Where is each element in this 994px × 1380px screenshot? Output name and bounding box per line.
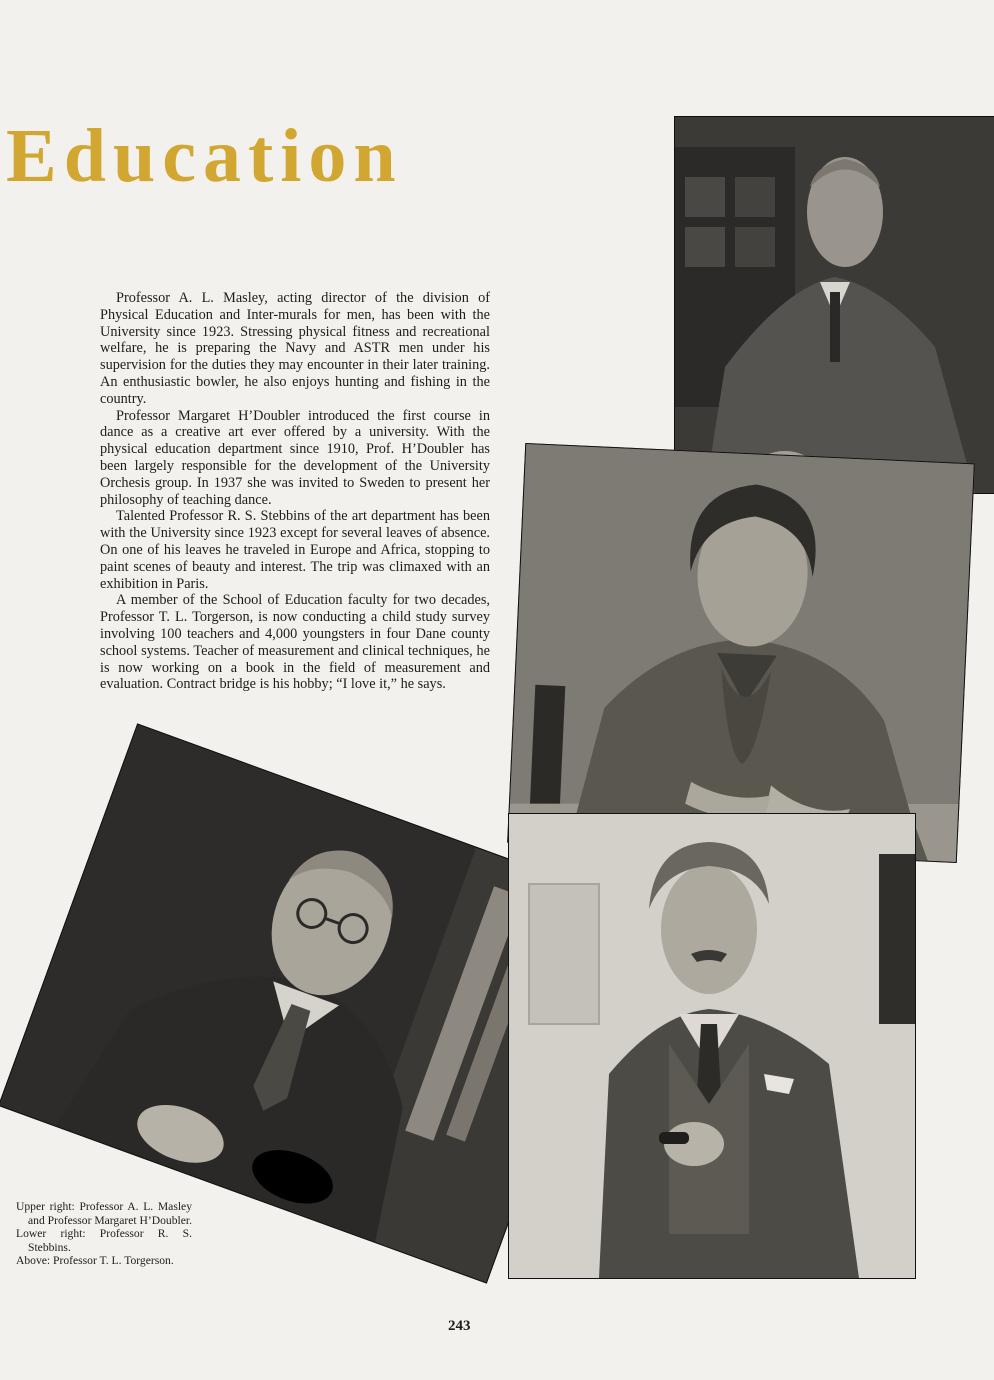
photo-masley [674,116,994,494]
paragraph-stebbins: Talented Professor R. S. Stebbins of the art department has been with the University since 1923 except for several leaves of absence. On one of his leaves he traveled in Europe and Africa, stopping to paint scenes of beauty and interest. The trip was climaxed with an exhibition in Paris. [100,508,490,592]
photo-stebbins-image [509,814,915,1278]
paragraph-torgerson: A member of the School of Education faculty for two decades, Professor T. L. Torgerson, is now conducting a child study survey involving 100 teachers and 4,000 youngsters in four Dane county school systems. Teacher of measurement and clinical techniques, he is now working on a book in the field of measurement and evaluation. Contract bridge is his hobby; “I love it,” he says. [100,592,490,693]
photo-hdoubler-image [508,444,974,862]
caption-above: Above: Professor T. L. Torgerson. [16,1254,174,1268]
article-body [100,290,490,693]
paragraph-masley: Professor A. L. Masley, acting director of the division of Physical Education and Inter-murals for men, has been with the University since 1923. Stressing physical fitness and recreational welfare, he is preparing the Navy and ASTR men under his supervision for the duties they may encounter in their later training. An enthusiastic bowler, he also enjoys hunting and fishing in the country. [100,290,490,407]
photo-caption [16,1200,192,1268]
page-number: 243 [448,1318,471,1334]
photo-masley-image [675,117,994,493]
caption-lower-right: Lower right: Professor R. S. Stebbins. [16,1227,192,1254]
paragraph-hdoubler: Professor Margaret H’Doubler introduced the first course in dance as a creative art ever offered by a university. With the physical education department since 1910, Prof. H’Doubler has been largely responsible for the development of the University Orchesis group. In 1937 she was invited to Sweden to present her philosophy of teaching dance. [100,407,490,508]
caption-upper-right: Upper right: Professor A. L. Masley and Professor Margaret H’Doubler. [16,1200,192,1227]
photo-stebbins [508,813,916,1279]
page-title: Education [6,114,403,198]
photo-hdoubler [507,443,975,863]
